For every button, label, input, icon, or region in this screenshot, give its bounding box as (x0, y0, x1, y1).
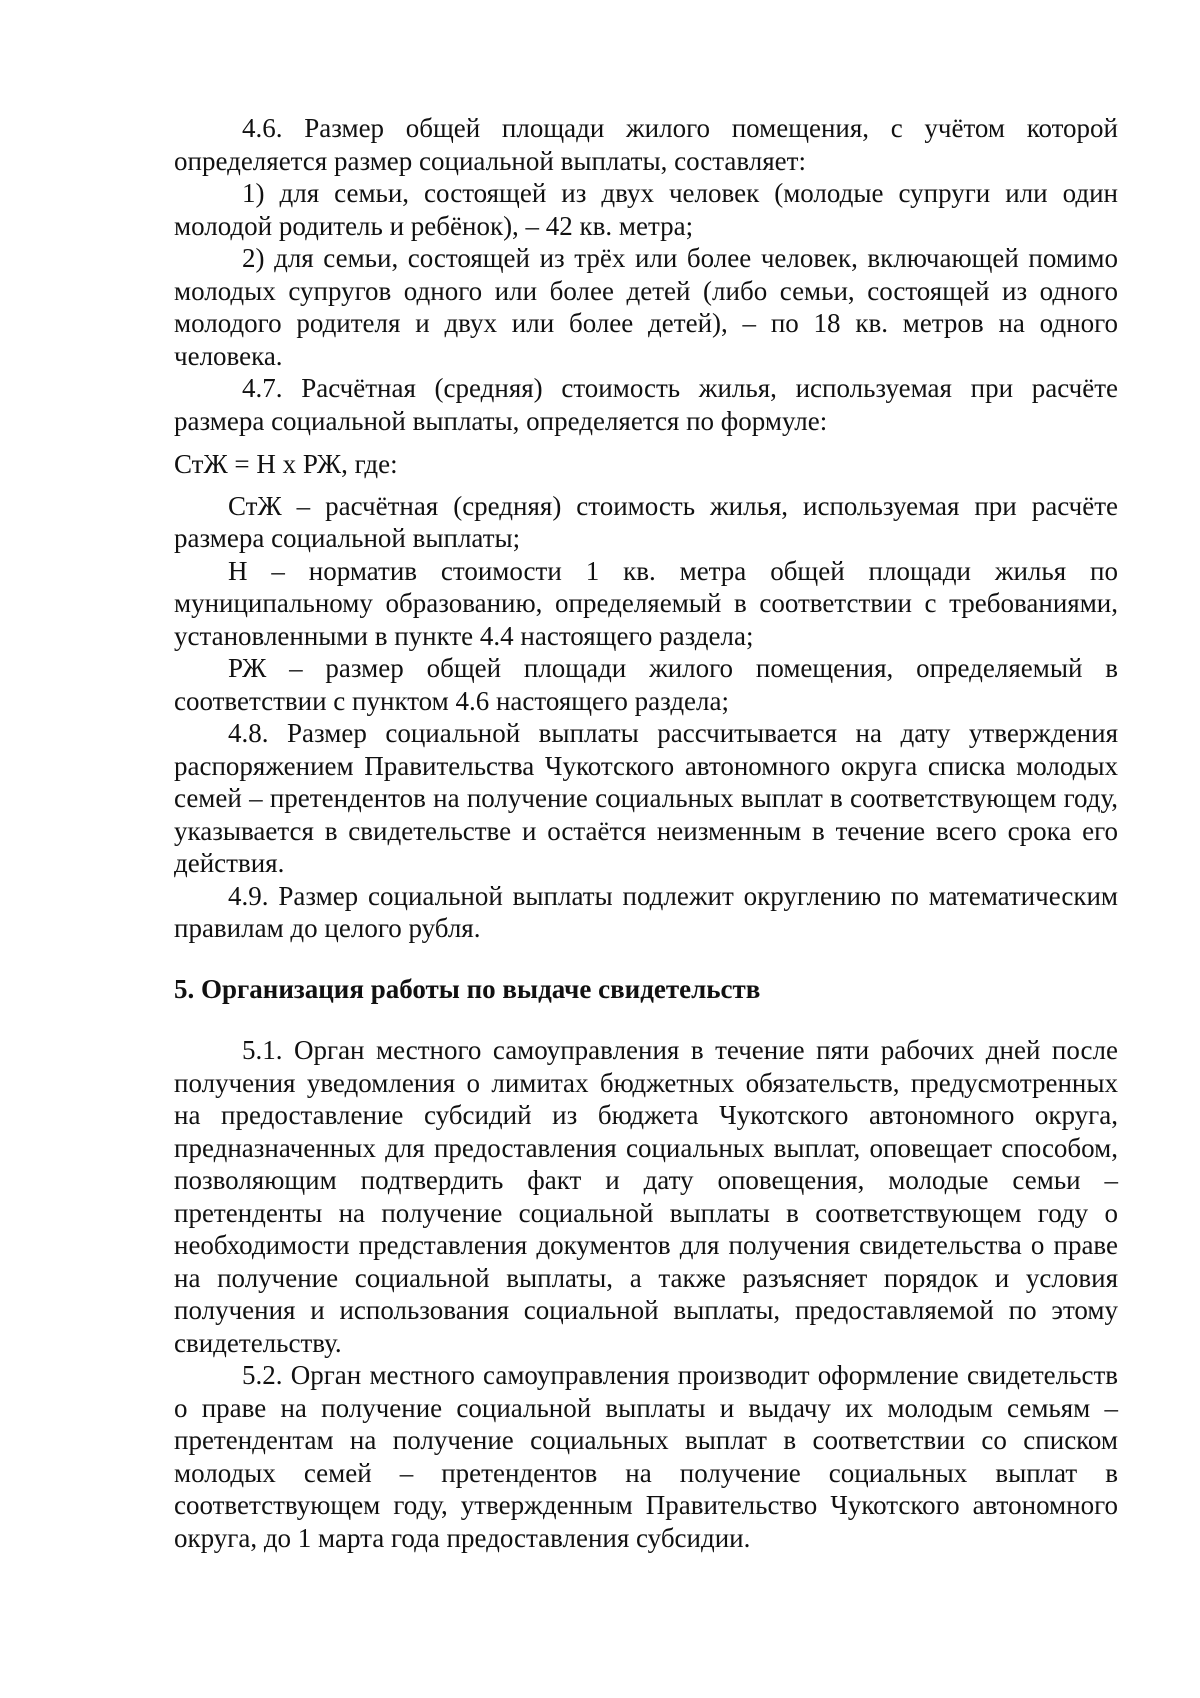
paragraph-4-8: 4.8. Размер социальной выплаты рассчитывается на дату утверждения распоряжением Правительства Чукотского автономного округа списка молодых семей – претендентов на получение социальных выплат в соответствующем году, указывается в свидетельстве и остаётся неизменным в течение всего срока его действия. (174, 718, 1118, 878)
paragraph-5-1: 5.1. Орган местного самоуправления в течение пяти рабочих дней после получения уведомления о лимитах бюджетных обязательств, предусмотренных на предоставление субсидий из бюджета Чукотского автономного округа, предназначенных для предоставления социальных выплат, оповещает способом, позволяющим подтвердить факт и дату оповещения, молодые семьи – претенденты на получение социальной выплаты в соответствующем году о необходимости представления документов для получения свидетельства о праве на получение социальной выплаты, а также разъясняет порядок и условия получения и использования социальной выплаты, предоставляемой по этому свидетельству. (174, 1035, 1118, 1358)
paragraph-5-2: 5.2. Орган местного самоуправления производит оформление свидетельств о праве на получение социальной выплаты и выдачу их молодым семьям – претендентам на получение социальных выплат в соответствии со списком молодых семей – претендентов на получение социальных выплат в соответствующем году, утвержденным Правительство Чукотского автономного округа, до 1 марта года предоставления субсидии. (174, 1360, 1118, 1553)
paragraph-4-7: 4.7. Расчётная (средняя) стоимость жилья, используемая при расчёте размера социальной выплаты, определяется по формуле: (174, 373, 1118, 436)
paragraph-4-6: 4.6. Размер общей площади жилого помещения, с учётом которой определяется размер социальной выплаты, составляет: (174, 113, 1118, 176)
paragraph-4-9: 4.9. Размер социальной выплаты подлежит округлению по математическим правилам до целого рубля. (174, 880, 1118, 943)
definition-n: Н – норматив стоимости 1 кв. метра общей площади жилья по муниципальному образованию, определяемый в соответствии с требованиями, установленными в пункте 4.4 настоящего раздела; (174, 555, 1118, 651)
section-heading: 5. Организация работы по выдаче свидетельств (174, 973, 761, 1004)
document-page (174, 112, 1118, 1554)
definition-stzh: СтЖ – расчётная (средняя) стоимость жилья, используемая при расчёте размера социальной выплаты; (174, 490, 1118, 553)
definition-rzh: РЖ – размер общей площади жилого помещения, определяемый в соответствии с пунктом 4.6 настоящего раздела; (174, 653, 1118, 716)
paragraph-4-6-item-2: 2) для семьи, состоящей из трёх или более человек, включающей помимо молодых супругов одного или более детей (либо семьи, состоящей из одного молодого родителя и двух или более детей), – по 18 кв. метров на одного человека. (174, 243, 1118, 371)
formula: СтЖ = Н х РЖ, где: (174, 449, 398, 479)
paragraph-4-6-item-1: 1) для семьи, состоящей из двух человек (молодые супруги или один молодой родитель и ребёнок), – 42 кв. метра; (174, 178, 1118, 241)
